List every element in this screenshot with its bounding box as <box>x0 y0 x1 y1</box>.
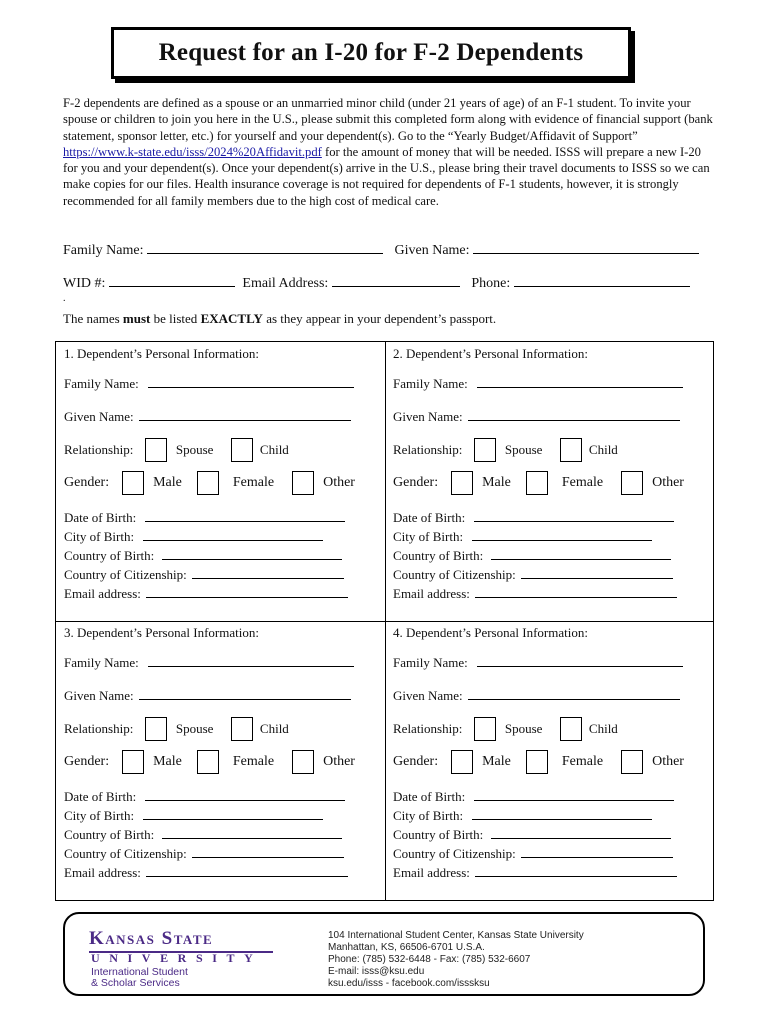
student-contact-row <box>63 274 690 292</box>
dependent-3-city-row <box>64 808 323 824</box>
dependent-3-family-name-field[interactable] <box>148 656 354 667</box>
dependent-4-header: 4. Dependent’s Personal Information: <box>393 625 588 640</box>
dependent-1-citizenship-field[interactable] <box>192 568 344 579</box>
family-name-label: Family Name: <box>393 655 468 670</box>
dob-label: Date of Birth: <box>64 789 137 804</box>
names-note <box>63 311 496 327</box>
dependent-3-country-birth-row <box>64 827 342 843</box>
dependent-3-dob-field[interactable] <box>145 790 345 801</box>
footer-box <box>63 912 705 996</box>
ksu-logo-name: Kansas State <box>89 928 273 953</box>
student-given-name-field[interactable] <box>473 241 699 254</box>
country-of-birth-label: Country of Birth: <box>64 548 155 563</box>
dependent-3-family-name-row <box>64 655 354 671</box>
dependent-2-other-checkbox[interactable] <box>621 471 643 495</box>
child-option-label: Child <box>588 442 618 457</box>
intro-paragraph <box>63 95 713 209</box>
gender-label: Gender: <box>393 754 439 769</box>
dob-label: Date of Birth: <box>393 789 466 804</box>
student-family-name-label: Family Name: <box>63 243 144 258</box>
dependent-4-dob-row <box>393 789 674 805</box>
male-option-label: Male <box>482 475 511 490</box>
contact-address-1: 104 International Student Center, Kansas State University <box>328 930 584 941</box>
dependent-1-city-field[interactable] <box>143 530 323 541</box>
dependent-1-gender-row <box>64 471 357 495</box>
phone-field[interactable] <box>514 274 690 287</box>
dependent-4-family-name-field[interactable] <box>477 656 683 667</box>
female-option-label: Female <box>232 475 275 490</box>
dependent-3-email-row <box>64 865 348 881</box>
contact-email: E-mail: isss@ksu.edu <box>328 966 425 977</box>
male-option-label: Male <box>153 754 182 769</box>
dependent-1-email-row <box>64 586 348 602</box>
dependent-4-email-row <box>393 865 677 881</box>
female-option-label: Female <box>561 754 604 769</box>
dependent-email-label: Email address: <box>393 865 470 880</box>
dependent-4-email-field[interactable] <box>475 866 677 877</box>
gender-label: Gender: <box>64 754 110 769</box>
given-name-label: Given Name: <box>64 688 134 703</box>
female-option-label: Female <box>561 475 604 490</box>
wid-field[interactable] <box>109 274 235 287</box>
dependent-1-other-checkbox[interactable] <box>292 471 314 495</box>
dependent-3-section <box>56 621 376 900</box>
dependent-2-header: 2. Dependent’s Personal Information: <box>393 346 588 361</box>
dependent-1-relationship-row <box>64 438 291 462</box>
dependent-4-city-field[interactable] <box>472 809 652 820</box>
dependent-email-label: Email address: <box>64 865 141 880</box>
dependent-2-country-birth-field[interactable] <box>491 549 671 560</box>
gender-label: Gender: <box>393 475 439 490</box>
country-of-birth-label: Country of Birth: <box>393 548 484 563</box>
dependent-3-dob-row <box>64 789 345 805</box>
dependent-1-country-birth-row <box>64 548 342 564</box>
spouse-option-label: Spouse <box>504 721 543 736</box>
dependent-1-child-checkbox[interactable] <box>231 438 253 462</box>
dependent-4-other-checkbox[interactable] <box>621 750 643 774</box>
isss-department <box>91 967 188 989</box>
dependent-2-email-row <box>393 586 677 602</box>
gender-label: Gender: <box>64 475 110 490</box>
citizenship-label: Country of Citizenship: <box>393 846 516 861</box>
student-name-row <box>63 241 707 259</box>
city-label: City of Birth: <box>64 529 135 544</box>
dependent-1-citizenship-row <box>64 567 344 583</box>
dependent-2-female-checkbox[interactable] <box>526 471 548 495</box>
dependent-4-citizenship-row <box>393 846 673 862</box>
dependent-2-family-name-row <box>393 376 683 392</box>
contact-address-2: Manhattan, KS, 66506-6701 U.S.A. <box>328 942 485 953</box>
other-option-label: Other <box>323 754 355 769</box>
dependent-3-child-checkbox[interactable] <box>231 717 253 741</box>
names-note-exactly: EXACTLY <box>200 311 263 326</box>
dependent-2-dob-field[interactable] <box>474 511 674 522</box>
dependent-3-citizenship-field[interactable] <box>192 847 344 858</box>
country-of-birth-label: Country of Birth: <box>393 827 484 842</box>
names-note-mid: be listed <box>150 311 201 326</box>
dependent-3-email-field[interactable] <box>146 866 348 877</box>
dependents-grid <box>55 341 714 901</box>
relationship-label: Relationship: <box>393 442 463 457</box>
dependent-3-given-name-row <box>64 688 351 704</box>
dependent-1-header: 1. Dependent’s Personal Information: <box>64 346 259 361</box>
email-address-field[interactable] <box>332 274 460 287</box>
relationship-label: Relationship: <box>393 721 463 736</box>
relationship-label: Relationship: <box>64 721 134 736</box>
dependent-3-header: 3. Dependent’s Personal Information: <box>64 625 259 640</box>
country-of-birth-label: Country of Birth: <box>64 827 155 842</box>
dependent-2-citizenship-row <box>393 567 673 583</box>
family-name-label: Family Name: <box>393 376 468 391</box>
contact-phone: Phone: (785) 532-6448 - Fax: (785) 532-6607 <box>328 954 531 965</box>
dependent-4-country-birth-row <box>393 827 671 843</box>
dependent-1-dob-row <box>64 510 345 526</box>
dependent-2-child-checkbox[interactable] <box>560 438 582 462</box>
contact-info <box>328 930 584 990</box>
dependent-4-section <box>385 621 705 900</box>
dependent-3-male-checkbox[interactable] <box>122 750 144 774</box>
dependent-email-label: Email address: <box>393 586 470 601</box>
dependent-2-country-birth-row <box>393 548 671 564</box>
names-note-pre: The names <box>63 311 123 326</box>
dependent-2-section <box>385 342 705 621</box>
relationship-label: Relationship: <box>64 442 134 457</box>
dependent-4-dob-field[interactable] <box>474 790 674 801</box>
isss-department-line2: & Scholar Services <box>91 977 180 989</box>
dependent-4-city-row <box>393 808 652 824</box>
dob-label: Date of Birth: <box>393 510 466 525</box>
isss-department-line1: International Student <box>91 966 188 978</box>
dependent-4-gender-row <box>393 750 686 774</box>
phone-label: Phone: <box>471 276 511 291</box>
student-given-name-label: Given Name: <box>394 243 470 258</box>
dependent-4-male-checkbox[interactable] <box>451 750 473 774</box>
dependent-4-given-name-field[interactable] <box>468 689 680 700</box>
dependent-1-given-name-field[interactable] <box>139 410 351 421</box>
dependent-1-family-name-field[interactable] <box>148 377 354 388</box>
page-title: Request for an I-20 for F-2 Dependents <box>111 27 631 79</box>
dependent-3-other-checkbox[interactable] <box>292 750 314 774</box>
ksu-logo-university: UNIVERSITY <box>91 951 263 965</box>
dependent-email-label: Email address: <box>64 586 141 601</box>
city-label: City of Birth: <box>64 808 135 823</box>
dependent-4-family-name-row <box>393 655 683 671</box>
dependent-3-relationship-row <box>64 717 291 741</box>
male-option-label: Male <box>482 754 511 769</box>
dependent-2-gender-row <box>393 471 686 495</box>
male-option-label: Male <box>153 475 182 490</box>
citizenship-label: Country of Citizenship: <box>64 846 187 861</box>
intro-text-2: for the amount of money that will be needed. ISSS will prepare a new I-20 for you and your dependent(s). Once your dependent(s) arrive in the U.S., please bring their travel documents to ISSS so we can make copies for our files. Health insurance coverage is not required for dependents of F-1 students, however, it is strongly recommended for all family members due to the high cost of medical care. <box>63 144 710 208</box>
given-name-label: Given Name: <box>393 409 463 424</box>
dependent-1-male-checkbox[interactable] <box>122 471 144 495</box>
dependent-3-female-checkbox[interactable] <box>197 750 219 774</box>
dependent-2-dob-row <box>393 510 674 526</box>
other-option-label: Other <box>652 754 684 769</box>
affidavit-link[interactable]: https://www.k-state.edu/isss/2024%20Affidavit.pdf <box>63 144 322 159</box>
child-option-label: Child <box>588 721 618 736</box>
spouse-option-label: Spouse <box>175 721 214 736</box>
citizenship-label: Country of Citizenship: <box>393 567 516 582</box>
dependent-2-spouse-checkbox[interactable] <box>474 438 496 462</box>
dependent-4-spouse-checkbox[interactable] <box>474 717 496 741</box>
dependent-1-female-checkbox[interactable] <box>197 471 219 495</box>
dependent-3-citizenship-row <box>64 846 344 862</box>
spouse-option-label: Spouse <box>504 442 543 457</box>
dependent-2-given-name-row <box>393 409 680 425</box>
dependent-4-country-birth-field[interactable] <box>491 828 671 839</box>
female-option-label: Female <box>232 754 275 769</box>
dependent-3-country-birth-field[interactable] <box>162 828 342 839</box>
email-address-label: Email Address: <box>242 276 329 291</box>
wid-label: WID #: <box>63 276 106 291</box>
student-family-name-field[interactable] <box>147 241 383 254</box>
dependent-2-relationship-row <box>393 438 620 462</box>
dependent-1-dob-field[interactable] <box>145 511 345 522</box>
dependent-2-male-checkbox[interactable] <box>451 471 473 495</box>
dependent-1-country-birth-field[interactable] <box>162 549 342 560</box>
child-option-label: Child <box>259 721 289 736</box>
family-name-label: Family Name: <box>64 655 139 670</box>
dependent-1-section <box>56 342 376 621</box>
dependent-4-given-name-row <box>393 688 680 704</box>
dependent-2-citizenship-field[interactable] <box>521 568 673 579</box>
dependent-1-given-name-row <box>64 409 351 425</box>
dependent-1-spouse-checkbox[interactable] <box>145 438 167 462</box>
citizenship-label: Country of Citizenship: <box>64 567 187 582</box>
dependent-2-email-field[interactable] <box>475 587 677 598</box>
dependent-2-family-name-field[interactable] <box>477 377 683 388</box>
intro-text-1: F-2 dependents are defined as a spouse or an unmarried minor child (under 21 years of age) of an F-1 student. To invite your spouse or children to join you here in the U.S., please submit this completed form along with evidence of financial support (bank statement, sponsor letter, etc.) for yourself and your dependent(s). Go to the “Yearly Budget/Affidavit of Support” <box>63 96 713 143</box>
city-label: City of Birth: <box>393 808 464 823</box>
dependent-3-gender-row <box>64 750 357 774</box>
dependent-1-email-field[interactable] <box>146 587 348 598</box>
other-option-label: Other <box>652 475 684 490</box>
dependent-3-city-field[interactable] <box>143 809 323 820</box>
family-name-label: Family Name: <box>64 376 139 391</box>
given-name-label: Given Name: <box>64 409 134 424</box>
stray-dot: . <box>63 293 66 304</box>
dependent-1-family-name-row <box>64 376 354 392</box>
names-note-must: must <box>122 311 151 326</box>
dependent-3-given-name-field[interactable] <box>139 689 351 700</box>
contact-web: ksu.edu/isss - facebook.com/isssksu <box>328 978 490 989</box>
dependent-2-city-field[interactable] <box>472 530 652 541</box>
city-label: City of Birth: <box>393 529 464 544</box>
spouse-option-label: Spouse <box>175 442 214 457</box>
other-option-label: Other <box>323 475 355 490</box>
dependent-1-city-row <box>64 529 323 545</box>
dependent-3-spouse-checkbox[interactable] <box>145 717 167 741</box>
dependent-4-female-checkbox[interactable] <box>526 750 548 774</box>
dependent-4-citizenship-field[interactable] <box>521 847 673 858</box>
dependent-2-city-row <box>393 529 652 545</box>
child-option-label: Child <box>259 442 289 457</box>
dependent-4-relationship-row <box>393 717 620 741</box>
dob-label: Date of Birth: <box>64 510 137 525</box>
dependent-4-child-checkbox[interactable] <box>560 717 582 741</box>
dependent-2-given-name-field[interactable] <box>468 410 680 421</box>
given-name-label: Given Name: <box>393 688 463 703</box>
names-note-post: as they appear in your dependent’s passport. <box>262 311 497 326</box>
